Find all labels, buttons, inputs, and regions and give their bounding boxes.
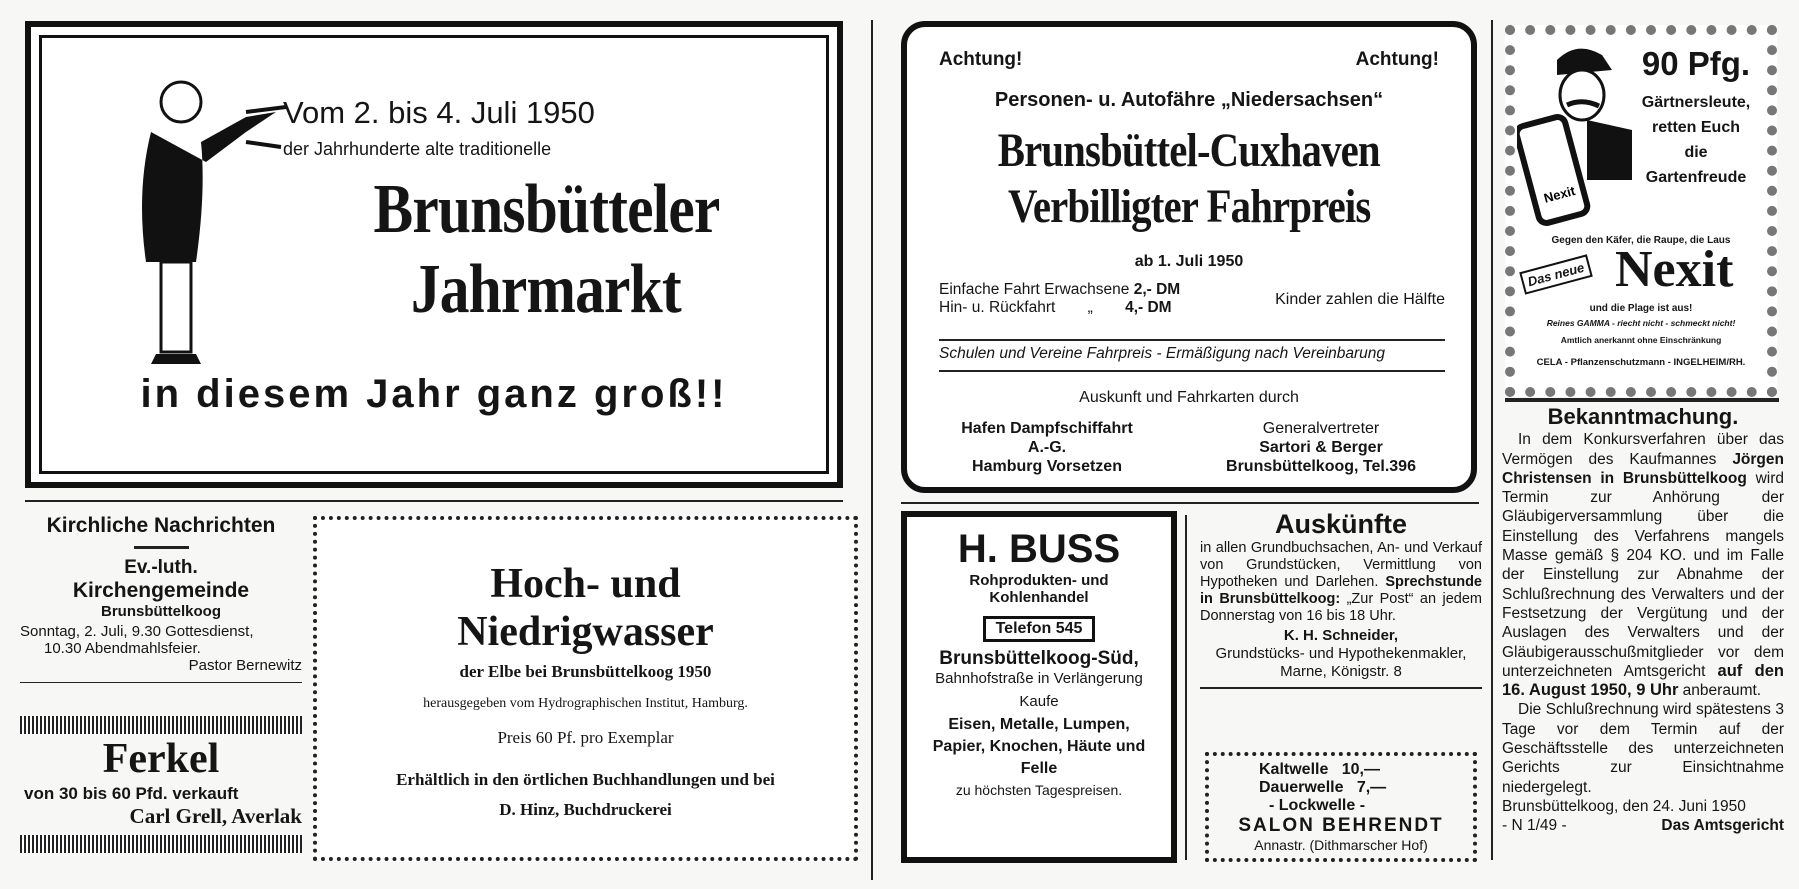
church-title: Kirchliche Nachrichten xyxy=(46,514,276,537)
nexit-brand: Nexit xyxy=(1615,241,1734,298)
nexit-approved: Amtlich anerkannt ohne Einschränkung xyxy=(1560,335,1722,345)
notice-title: Bekanntmachung. xyxy=(1547,404,1739,429)
place-date: Brunsbüttelkoog, den 24. Juni 1950 xyxy=(1502,797,1746,815)
church-notice: Kirchliche Nachrichten Ev.-luth. Kirchengemeinde Brunsbüttelkoog Sonntag, 2. Juli, 9.30 Gottesdienst, 10.30 Abendmahlsfeier. Pastor Bernewitz xyxy=(20,514,302,683)
buss-ad: H. BUSS Rohprodukten- und Kohlenhandel Telefon 545 Brunsbüttelkoog-Süd, Bahnhofstraße in Verlängerung Kaufe Eisen, Metalle, Lumpen, Papier, Knochen, Häute und Felle zu höchsten Tagespreisen. xyxy=(901,511,1177,863)
auskuenfte-ad: Auskünfte in allen Grundbuchsachen, An- und Verkauf von Grundstücken, Vermittlung von Hypotheken und Darlehen. Sprechstunde in Brunsbüttelkoog: „Zur Post“ an jedem Donnerstag von 16 bis 18 Uhr. K. H. Schneider, Grundstücks- und Hypothekenmakler, Marne, Königstr. 8 xyxy=(1200,508,1482,689)
nexit-slogan: Gärtnersleute, retten Euch die Gartenfreude xyxy=(1641,94,1751,186)
valid-from: ab 1. Juli 1950 xyxy=(1134,253,1244,270)
gardener-illustration-icon xyxy=(1517,40,1637,230)
ferry-headline: Verbilligter Fahrpreis xyxy=(1007,180,1371,233)
auskuenfte-title: Auskünfte xyxy=(1274,509,1407,539)
column-divider xyxy=(1491,20,1493,860)
nexit-against: Gegen den Käfer, die Raupe, die Laus xyxy=(1551,235,1731,246)
fare-price: 2,- DM xyxy=(1133,281,1181,298)
jahrmarkt-title-2: Jahrmarkt xyxy=(411,251,681,328)
can-label: Nexit xyxy=(1542,183,1577,206)
court: Das Amtsgericht xyxy=(1661,817,1784,835)
fare-label: Einfache Fahrt Erwachsene xyxy=(939,281,1130,298)
ferkel-ad: Ferkel von 30 bis 60 Pfd. verkauft Carl Grell, Averlak xyxy=(20,716,302,853)
fare-table xyxy=(939,281,1180,317)
ferry-name: Personen- u. Autofähre „Niedersachsen“ xyxy=(994,89,1384,111)
row-divider xyxy=(25,500,843,502)
ringmaster-illustration-icon xyxy=(126,72,301,372)
jahrmarkt-tagline: in diesem Jahr ganz groß!! xyxy=(140,372,728,416)
jahrmarkt-title-1: Brunsbütteler xyxy=(373,171,719,248)
nexit-plague: und die Plage ist aus! xyxy=(1589,303,1693,314)
jahrmarkt-date: Vom 2. bis 4. Juli 1950 xyxy=(283,95,595,130)
ditto-mark: „ xyxy=(1087,299,1093,316)
agent-sartori: Generalvertreter Sartori & Berger Brunsbüttelkoog, Tel.396 xyxy=(1226,420,1416,475)
bekanntmachung-notice: Bekanntmachung. In dem Konkursverfahren über das Vermögen des Kaufmannes Jörgen Christensen in Brunsbüttelkoog wird Termin zur Anhörung der Gläubigerversammlung über die Einstellung des Verfahrens mangels Masse gemäß § 204 KO. und im Falle der Einstellung zur Abnahme der Schlußrechnung des Verwalters und der Festsetzung der Vergütung und der Auslagen des Verwalters und der Gläubigerausschußmitglieder vor dem unterzeichneten Amtsgericht auf den 16. August 1950, 9 Uhr anberaumt. Die Schlußrechnung wird spätestens 3 Tage vor dem Termin auf der Geschäftsstelle des unterzeichneten Gerichts zur Einsichtnahme niedergelegt. Brunsbüttelkoog, den 24. Juni 1950 - N 1/49 - Das Amtsgericht xyxy=(1502,404,1784,835)
buss-name: H. BUSS xyxy=(957,527,1121,571)
agent-hafen: Hafen Dampfschiffahrt A.-G. Hamburg Vorsetzen xyxy=(961,420,1133,475)
tide-table-ad: Hoch- und Niedrigwasser der Elbe bei Brunsbüttelkoog 1950 herausgegeben vom Hydrographischen Institut, Hamburg. Preis 60 Pf. pro Exemplar Erhältlich in den örtlichen Buchhandlungen und bei D. Hinz, Buchdruckerei xyxy=(313,516,858,861)
attention-right: Achtung! xyxy=(1355,49,1439,70)
children-note: Kinder zahlen die Hälfte xyxy=(1275,291,1445,308)
column-divider xyxy=(871,20,873,880)
fare-label: Hin- u. Rückfahrt xyxy=(939,299,1056,316)
nexit-ad xyxy=(1505,25,1777,397)
reference: - N 1/49 - xyxy=(1502,817,1567,835)
ferry-route: Brunsbüttel-Cuxhaven xyxy=(997,124,1381,177)
nexit-maker: CELA - Pflanzenschutzmann - INGELHEIM/RH. xyxy=(1536,357,1746,368)
jahrmarkt-subtitle: der Jahrhunderte alte traditionelle xyxy=(283,139,552,159)
buss-phone: Telefon 545 xyxy=(983,616,1096,642)
das-neue-badge: Das neue xyxy=(1519,254,1592,294)
row-divider xyxy=(901,502,1479,504)
row-divider xyxy=(1505,398,1779,402)
nexit-price: 90 Pfg. xyxy=(1641,45,1751,82)
nexit-gamma: Reines GAMMA - riecht nicht - schmeckt nicht! xyxy=(1546,318,1736,328)
salon-behrendt-ad: Kaltwelle 10,— Dauerwelle 7,— - Lockwelle - SALON BEHRENDT Annastr. (Dithmarscher Hof) xyxy=(1205,752,1477,862)
fare-price: 4,- DM xyxy=(1125,299,1172,316)
ferry-ad xyxy=(901,21,1477,493)
info-line: Auskunft und Fahrkarten durch xyxy=(1079,389,1299,406)
discount-note: Schulen und Vereine Fahrpreis - Ermäßigung nach Vereinbarung xyxy=(939,345,1386,362)
attention-left: Achtung! xyxy=(939,49,1023,70)
ferkel-title: Ferkel xyxy=(102,736,220,782)
column-divider xyxy=(1185,515,1187,860)
jahrmarkt-ad xyxy=(25,21,843,488)
